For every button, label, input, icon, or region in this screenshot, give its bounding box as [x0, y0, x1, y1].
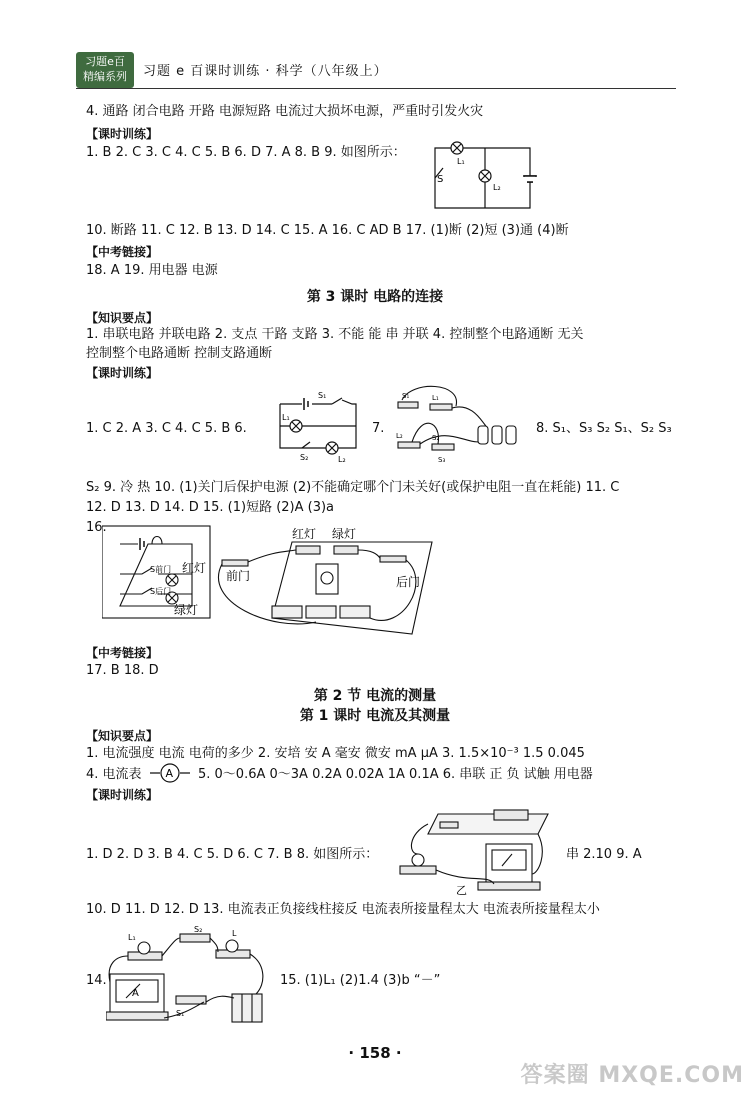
- answer-line: 1. D 2. D 3. B 4. C 5. D 6. C 7. B 8. 如图所示：: [86, 847, 379, 862]
- answer-line: 1. C 2. A 3. C 4. C 5. B 6.: [86, 421, 247, 436]
- section-heading: 第 2 节 电流的测量: [313, 688, 437, 704]
- door-label: 后门: [396, 575, 421, 589]
- ammeter-letter: A: [132, 988, 139, 999]
- answer-line: 15. (1)L₁ (2)1.4 (3)b “－”: [280, 973, 441, 988]
- switch-label: S后门: [150, 587, 172, 596]
- answer-line: 1. B 2. C 3. C 4. C 5. B 6. D 7. A 8. B 9. 如图所示：: [86, 145, 406, 160]
- switch-label: S₂: [194, 925, 203, 934]
- bulb-label: L₂: [338, 455, 346, 464]
- switch-label: S₂: [300, 453, 309, 462]
- section-label: 【中考链接】: [86, 245, 159, 259]
- answer-line: 1. 串联电路 并联电路 2. 支点 干路 支路 3. 不能 能 串 并联 4. 控制整个电路通断 无关: [86, 327, 584, 342]
- switch-label: S₁: [402, 392, 410, 400]
- ammeter-symbol-icon: [150, 762, 190, 784]
- lesson-heading: 第 1 课时 电流及其测量: [299, 708, 451, 724]
- answer-line: 10. 断路 11. C 12. B 13. D 14. C 15. A 16. C AD B 17. (1)断 (2)短 (3)通 (4)断: [86, 223, 569, 238]
- answer-line: 4. 通路 闭合电路 开路 电源短路 电流过大损坏电源，严重时引发火灾: [86, 104, 484, 119]
- bulb-label: L₂: [493, 183, 501, 192]
- header-rule: [76, 88, 676, 89]
- lesson-heading: 第 3 课时 电路的连接: [306, 289, 444, 305]
- switch-label: S₁: [318, 391, 327, 400]
- answer-line: 4. 电流表: [86, 767, 142, 782]
- section-label: 【中考链接】: [86, 646, 159, 660]
- watermark: 答案圈 MXQE.COM: [520, 1063, 744, 1088]
- lamp-label: 绿灯: [174, 603, 199, 617]
- bulb-label: L₁: [457, 157, 465, 166]
- page-number: · 158 ·: [348, 1044, 402, 1062]
- lamp-label: 红灯: [182, 561, 207, 575]
- section-label: 【课时训练】: [86, 127, 159, 141]
- bulb-label: L₁: [432, 394, 439, 402]
- switch-label: S前门: [150, 565, 172, 574]
- door-label: 前门: [226, 569, 251, 583]
- answer-line: 14.: [86, 973, 107, 988]
- series-title: 习题 e 百课时训练 · 科学（八年级上）: [143, 64, 388, 79]
- switch-label: S₂: [432, 434, 440, 442]
- answer-line: 10. D 11. D 12. D 13. 电流表正负接线柱接反 电流表所接量程太大 电流表所接量程太小: [86, 902, 600, 917]
- answer-line: 5. 0～0.6A 0～3A 0.2A 0.02A 1A 0.1A 6. 串联 正 负 试触 用电器: [198, 767, 593, 782]
- circuit-diagram-q9: [425, 138, 555, 218]
- bulb-label: L₁: [128, 933, 136, 942]
- lamp-label: 红灯: [292, 527, 317, 541]
- switch-label: S₃: [438, 456, 446, 464]
- bulb-label: L: [232, 929, 237, 938]
- circuit-diagram-q6: [272, 390, 362, 464]
- section-label: 【课时训练】: [86, 366, 159, 380]
- circuit-diagram-q7: [392, 382, 524, 464]
- answer-line: 1. 电流强度 电流 电荷的多少 2. 安培 安 A 毫安 微安 mA μA 3. 1.5×10⁻³ 1.5 0.045: [86, 746, 585, 761]
- bulb-label: L₂: [396, 432, 403, 440]
- answer-line: 8. S₁、S₃ S₂ S₁、S₂ S₃: [536, 421, 672, 436]
- ammeter-symbol-letter: A: [165, 767, 174, 780]
- answer-line: 7.: [372, 421, 385, 436]
- answer-line: S₂ 9. 冷 热 10. (1)关门后保护电源 (2)不能确定哪个门未关好(或保护电阻一直在耗能) 11. C: [86, 480, 620, 495]
- logo-line2: 精编系列: [83, 70, 127, 83]
- circuit-diagram-q8: [398, 804, 558, 896]
- bulb-label: L₁: [282, 413, 290, 422]
- series-logo: [76, 52, 134, 88]
- logo-line1: 习题e百: [85, 55, 125, 68]
- answer-line: 16.: [86, 520, 107, 535]
- answer-line: 18. A 19. 用电器 电源: [86, 263, 218, 278]
- lamp-label: 绿灯: [332, 527, 357, 541]
- switch-label: S₁: [176, 1009, 185, 1018]
- section-label: 【课时训练】: [86, 788, 159, 802]
- circuit-diagram-q16: [102, 522, 562, 640]
- section-label: 【知识要点】: [86, 311, 159, 325]
- answer-line: 串 2.10 9. A: [566, 847, 642, 862]
- answer-line: 12. D 13. D 14. D 15. (1)短路 (2)A (3)a: [86, 500, 335, 515]
- circuit-diagram-q14: [106, 924, 270, 1028]
- switch-label: S: [437, 174, 444, 185]
- section-label: 【知识要点】: [86, 729, 159, 743]
- answer-line: 控制整个电路通断 控制支路通断: [86, 346, 273, 361]
- answer-line: 17. B 18. D: [86, 663, 159, 678]
- figure-label: 乙: [456, 884, 467, 896]
